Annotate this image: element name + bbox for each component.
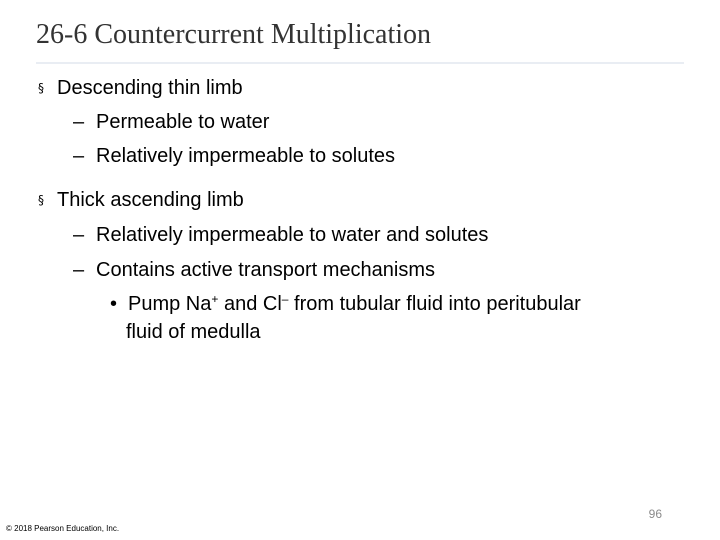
level1-bullet-icon: § xyxy=(38,81,44,95)
sub-bullet-impermeable-water-solutes: Relatively impermeable to water and solutes xyxy=(96,224,489,246)
level2-dash-icon: – xyxy=(73,224,85,246)
level2-dash-icon: – xyxy=(73,145,85,167)
sub-bullet-permeable-water: Permeable to water xyxy=(96,111,270,133)
level2-dash-icon: – xyxy=(73,111,85,133)
page-number: 96 xyxy=(648,507,662,521)
copyright-notice: © 2018 Pearson Education, Inc. xyxy=(6,524,120,533)
level3-dot-icon: • xyxy=(110,293,118,315)
pump-text-a: Pump Na xyxy=(128,293,212,315)
title-divider xyxy=(36,62,684,64)
bullet-descending-thin-limb: Descending thin limb xyxy=(57,77,243,99)
level2-dash-icon: – xyxy=(73,259,85,281)
sub-bullet-impermeable-solutes: Relatively impermeable to solutes xyxy=(96,145,396,167)
pump-text-b: and Cl xyxy=(218,293,282,315)
sub-bullet-active-transport: Contains active transport mechanisms xyxy=(96,259,436,281)
sub-sub-bullet-pump-line1 xyxy=(128,291,581,317)
slide-title: 26-6 Countercurrent Multiplication xyxy=(36,19,432,50)
level1-bullet-icon: § xyxy=(38,193,44,207)
pump-text-c: from tubular fluid into peritubular xyxy=(288,293,581,315)
bullet-thick-ascending-limb: Thick ascending limb xyxy=(57,189,244,211)
sub-sub-bullet-pump-line2: fluid of medulla xyxy=(126,321,261,343)
sodium-charge: + xyxy=(211,292,219,306)
chloride-charge: – xyxy=(281,292,289,306)
